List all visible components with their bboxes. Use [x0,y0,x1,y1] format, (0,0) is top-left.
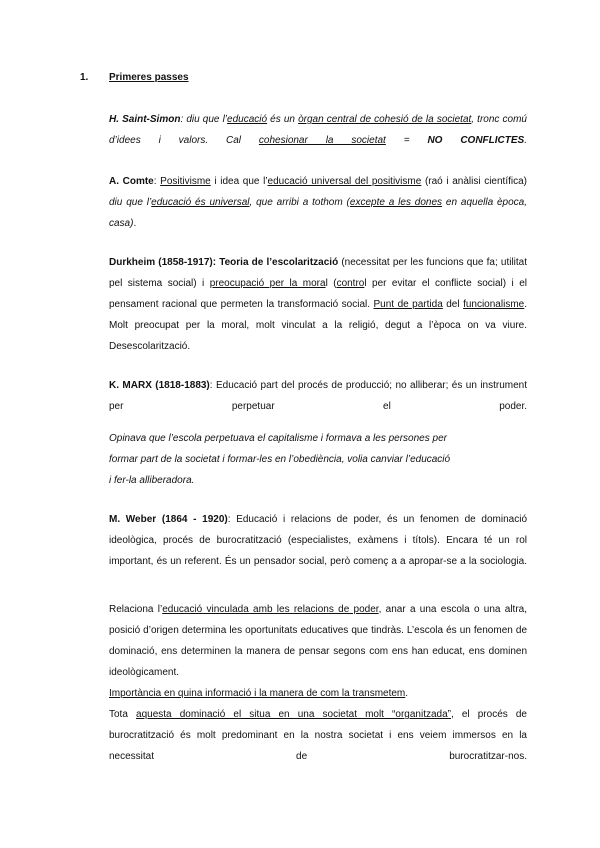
section-heading [80,70,189,86]
author-name: A. Comte [109,176,154,187]
section-number: 1. [80,72,89,83]
text-run: , anar a una escola o una altra, posició d’origen determina les oportunitats educatives que tindràs. L’escola és un fenomen de dominació, ens determinen la manera de pensar segons com ens han educat, ens dominen ideològicament. [109,604,527,678]
text-run: . [405,688,409,699]
underlined-term: Importància en quina informació i la manera de com la transmetem [109,688,406,699]
paragraph-weber [109,509,527,593]
underlined-term: òrgan central de cohesió de la societat [298,114,472,125]
underlined-term: educació vinculada amb les relacions de poder [162,604,379,615]
author-name: Durkheim (1858-1917): Teoria de l’escolarització [109,257,339,268]
paragraph-durkheim [109,252,527,378]
text-run: l per evitar el conflicte social) i el pensament racional que permeten la transformació social. [109,278,527,310]
text-run: . Molt preocupat per la moral, molt vinculat a la religió, degut a l’època on va viure. Desescolarització. [109,299,527,352]
text-run: i idea que l’ [210,176,268,187]
paragraph-weber-relations [109,599,527,788]
text-run: (raó i anàlisi científica) [421,176,527,187]
underlined-term: aquesta dominació el situa en una societat molt “organitzada” [136,709,451,720]
text-run: , tronc comú d’idees i valors. Cal [109,114,527,146]
underlined-term: excepte a les dones [349,197,443,208]
text-run: : Educació i relacions de poder, és un fenomen de dominació ideològica, procés de burocratització (especialistes, exàmens i títols). Encara té un rol important, és un referent. És un pensador social, però començ a a apropar-se a la sociologia. [109,514,528,567]
underlined-term: educació [227,114,268,125]
underlined-term: educació és universal [151,197,250,208]
text-run: : [153,176,161,187]
underlined-term: Positivisme [160,176,211,187]
author-name: K. MARX (1818-1883) [109,380,210,391]
italic-text: en aquella època, casa) [109,197,528,229]
text-run: : diu que l’ [180,114,228,125]
text-line: i fer-la alliberadora. [109,475,195,486]
underlined-term: contro [336,278,365,289]
author-name: M. Weber (1864 - 1920) [109,514,228,525]
text-run: del [442,299,464,310]
section-title: Primeres passes [109,72,189,83]
underlined-term: cohesionar la societat [258,135,386,146]
text-run: : Educació part del procés de producció; no alliberar; és un instrument per perpetuar el poder. [109,380,528,412]
text-run: Relaciona l’ [109,604,163,615]
text-run: (necessitat per les funcions que fa; utilitat pel sistema social) i [109,257,528,289]
bold-term: NO CONFLICTES [427,135,525,146]
text-run: és un [267,114,299,125]
text-run: Tota [109,709,137,720]
text-run: = [385,135,428,146]
underlined-term: preocupació per la mora [209,278,326,289]
underlined-term: Punt de partida [373,299,443,310]
text-run: . [133,218,137,229]
text-line: formar part de la societat i formar-les en l’obediència, volia canviar l’educació [109,454,451,465]
paragraph-comte [109,171,527,255]
paragraph-marx-opinion [109,428,527,491]
author-name: H. Saint-Simon [109,114,181,125]
text-line: Opinava que l’escola perpetuava el capitalisme i formava a les persones per [109,433,447,444]
underlined-term: educació universal del positivisme [267,176,422,187]
underlined-term: funcionalisme [463,299,525,310]
paragraph-saint-simon [109,109,527,172]
italic-text: , que arribi a tothom ( [249,197,350,208]
italic-text: diu que l’ [109,197,152,208]
text-run: l ( [325,278,337,289]
text-run: . [524,135,528,146]
text-run: , el procés de burocratització és molt predominant en la nostra societat i ens veiem immersos en la necessitat de burocratitzar-nos. [109,709,527,762]
